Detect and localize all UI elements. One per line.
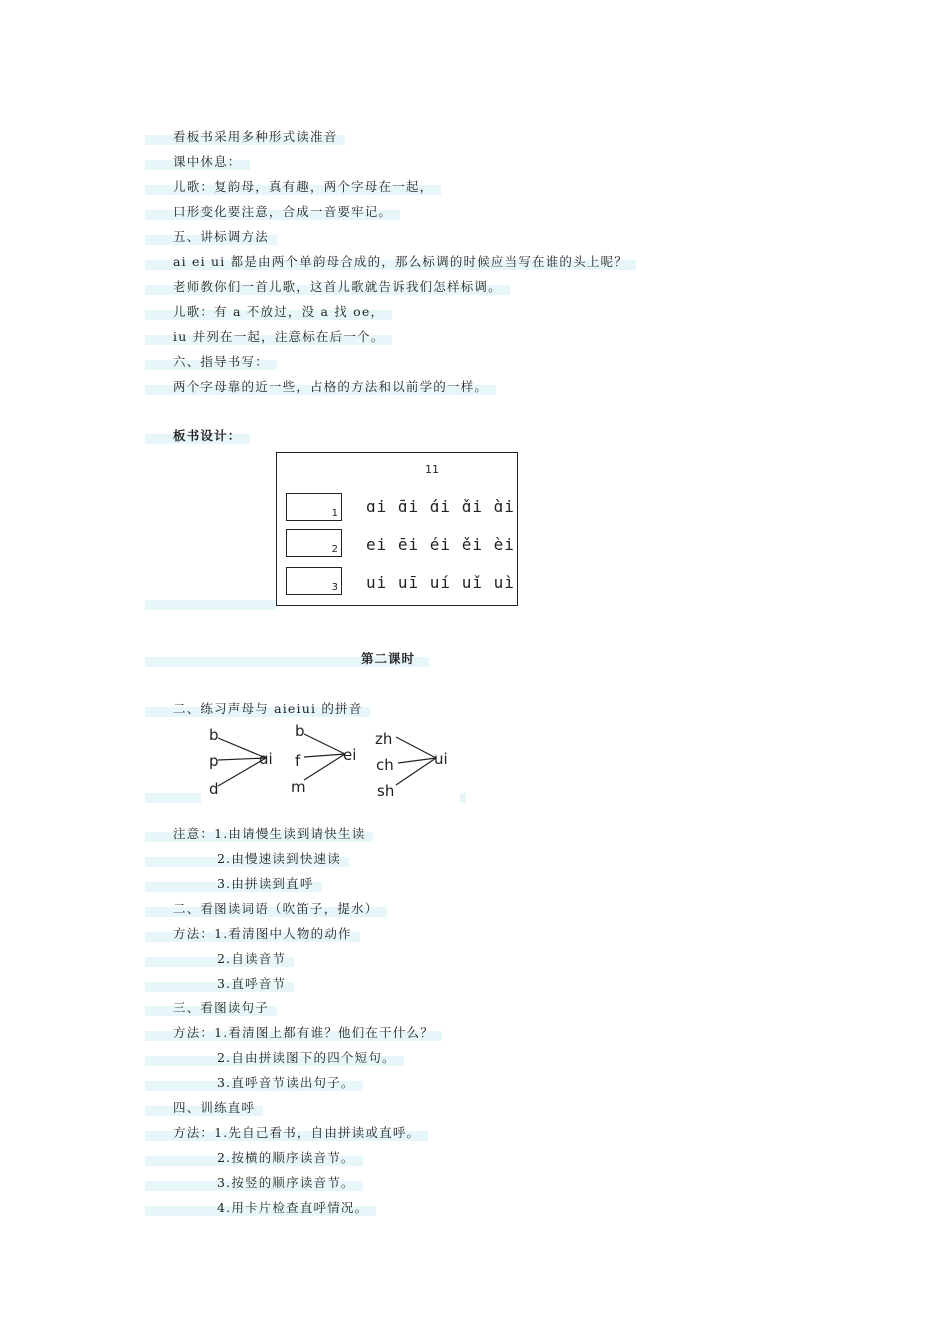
text-line: 4.用卡片检查直呼情况。 [145,1200,376,1216]
section-heading: 三、看图读句子 [145,1000,277,1016]
board-box-number: 3 [331,582,338,593]
section-heading: 二、看图读词语（吹笛子，提水） [145,901,387,917]
text-line: 方法：1.看清图中人物的动作 [145,926,360,942]
initial-label: p [209,752,219,770]
board-row-ui: ui uī uí uǐ uì [366,573,515,592]
section-heading: 五、讲标调方法 [145,229,277,245]
final-label: ɑi [259,750,273,768]
initial-label: m [291,778,306,796]
text-line: 儿歌：有 a 不放过，没 a 找 oe， [145,304,392,320]
text-line: 2.由慢速读到快速读 [145,851,349,867]
text-line: 方法：1.看清图上都有谁？他们在干什么？ [145,1025,442,1041]
lesson-two-title-text: 第二课时 [361,651,416,666]
text-line: 3.直呼音节 [145,976,294,992]
final-label: ei [343,746,357,764]
text-line: 口形变化要注意，合成一音要牢记。 [145,204,400,220]
board-design-heading: 板书设计： [145,428,250,444]
text-line: 看板书采用多种形式读准音 [145,129,345,145]
text-line: 方法：1.先自己看书，自由拼读或直呼。 [145,1125,428,1141]
highlight-band [145,600,277,610]
board-box-3 [286,567,342,595]
pinyin-combination-figure [200,722,470,808]
initial-label: f [295,752,301,770]
text-line: ai ei ui 都是由两个单韵母合成的，那么标调的时候应当写在谁的头上呢？ [145,254,636,270]
section-heading: 六、指导书写： [145,354,277,370]
text-line: 3.由拼读到直呼 [145,876,322,892]
initial-label: ch [376,756,394,774]
board-box-2 [286,529,342,557]
text-line: 两个字母靠的近一些，占格的方法和以前学的一样。 [145,379,496,395]
initial-label: d [209,780,219,798]
text-line: 课中休息： [145,154,250,170]
text-line: 2.自读音节 [145,951,294,967]
board-design-figure [276,452,518,606]
text-line: 老师教你们一首儿歌，这首儿歌就告诉我们怎样标调。 [145,279,510,295]
text-line: 儿歌：复韵母，真有趣，两个字母在一起， [145,179,441,195]
board-row-ei: ei ēi éi ěi èi [366,535,515,554]
highlight-band [145,793,201,803]
text-line: 2.自由拼读图下的四个短句。 [145,1050,404,1066]
final-label: ui [434,750,448,768]
board-box-1 [286,493,342,521]
text-line: 注意：1.由请慢生读到请快生读 [145,826,373,842]
lesson-two-title [145,651,429,667]
text-line: 3.直呼音节读出句子。 [145,1075,363,1091]
section-heading: 四、训练直呼 [145,1100,263,1116]
practice-heading: 二、练习声母与 aieiui 的拼音 [145,701,370,717]
initial-label: zh [375,730,393,748]
text-line: 2.按横的顺序读音节。 [145,1150,363,1166]
board-row-ai: ɑi ɑ̄i ɑ́i ɑ̌i ɑ̀i [366,497,515,516]
initial-label: b [295,722,305,740]
board-box-number: 2 [331,544,338,555]
board-title: 11 [425,463,439,476]
initial-label: b [209,726,219,744]
board-box-number: 1 [331,508,338,519]
text-line: iu 并列在一起，注意标在后一个。 [145,329,392,345]
text-line: 3.按竖的顺序读音节。 [145,1175,363,1191]
initial-label: sh [377,782,395,800]
